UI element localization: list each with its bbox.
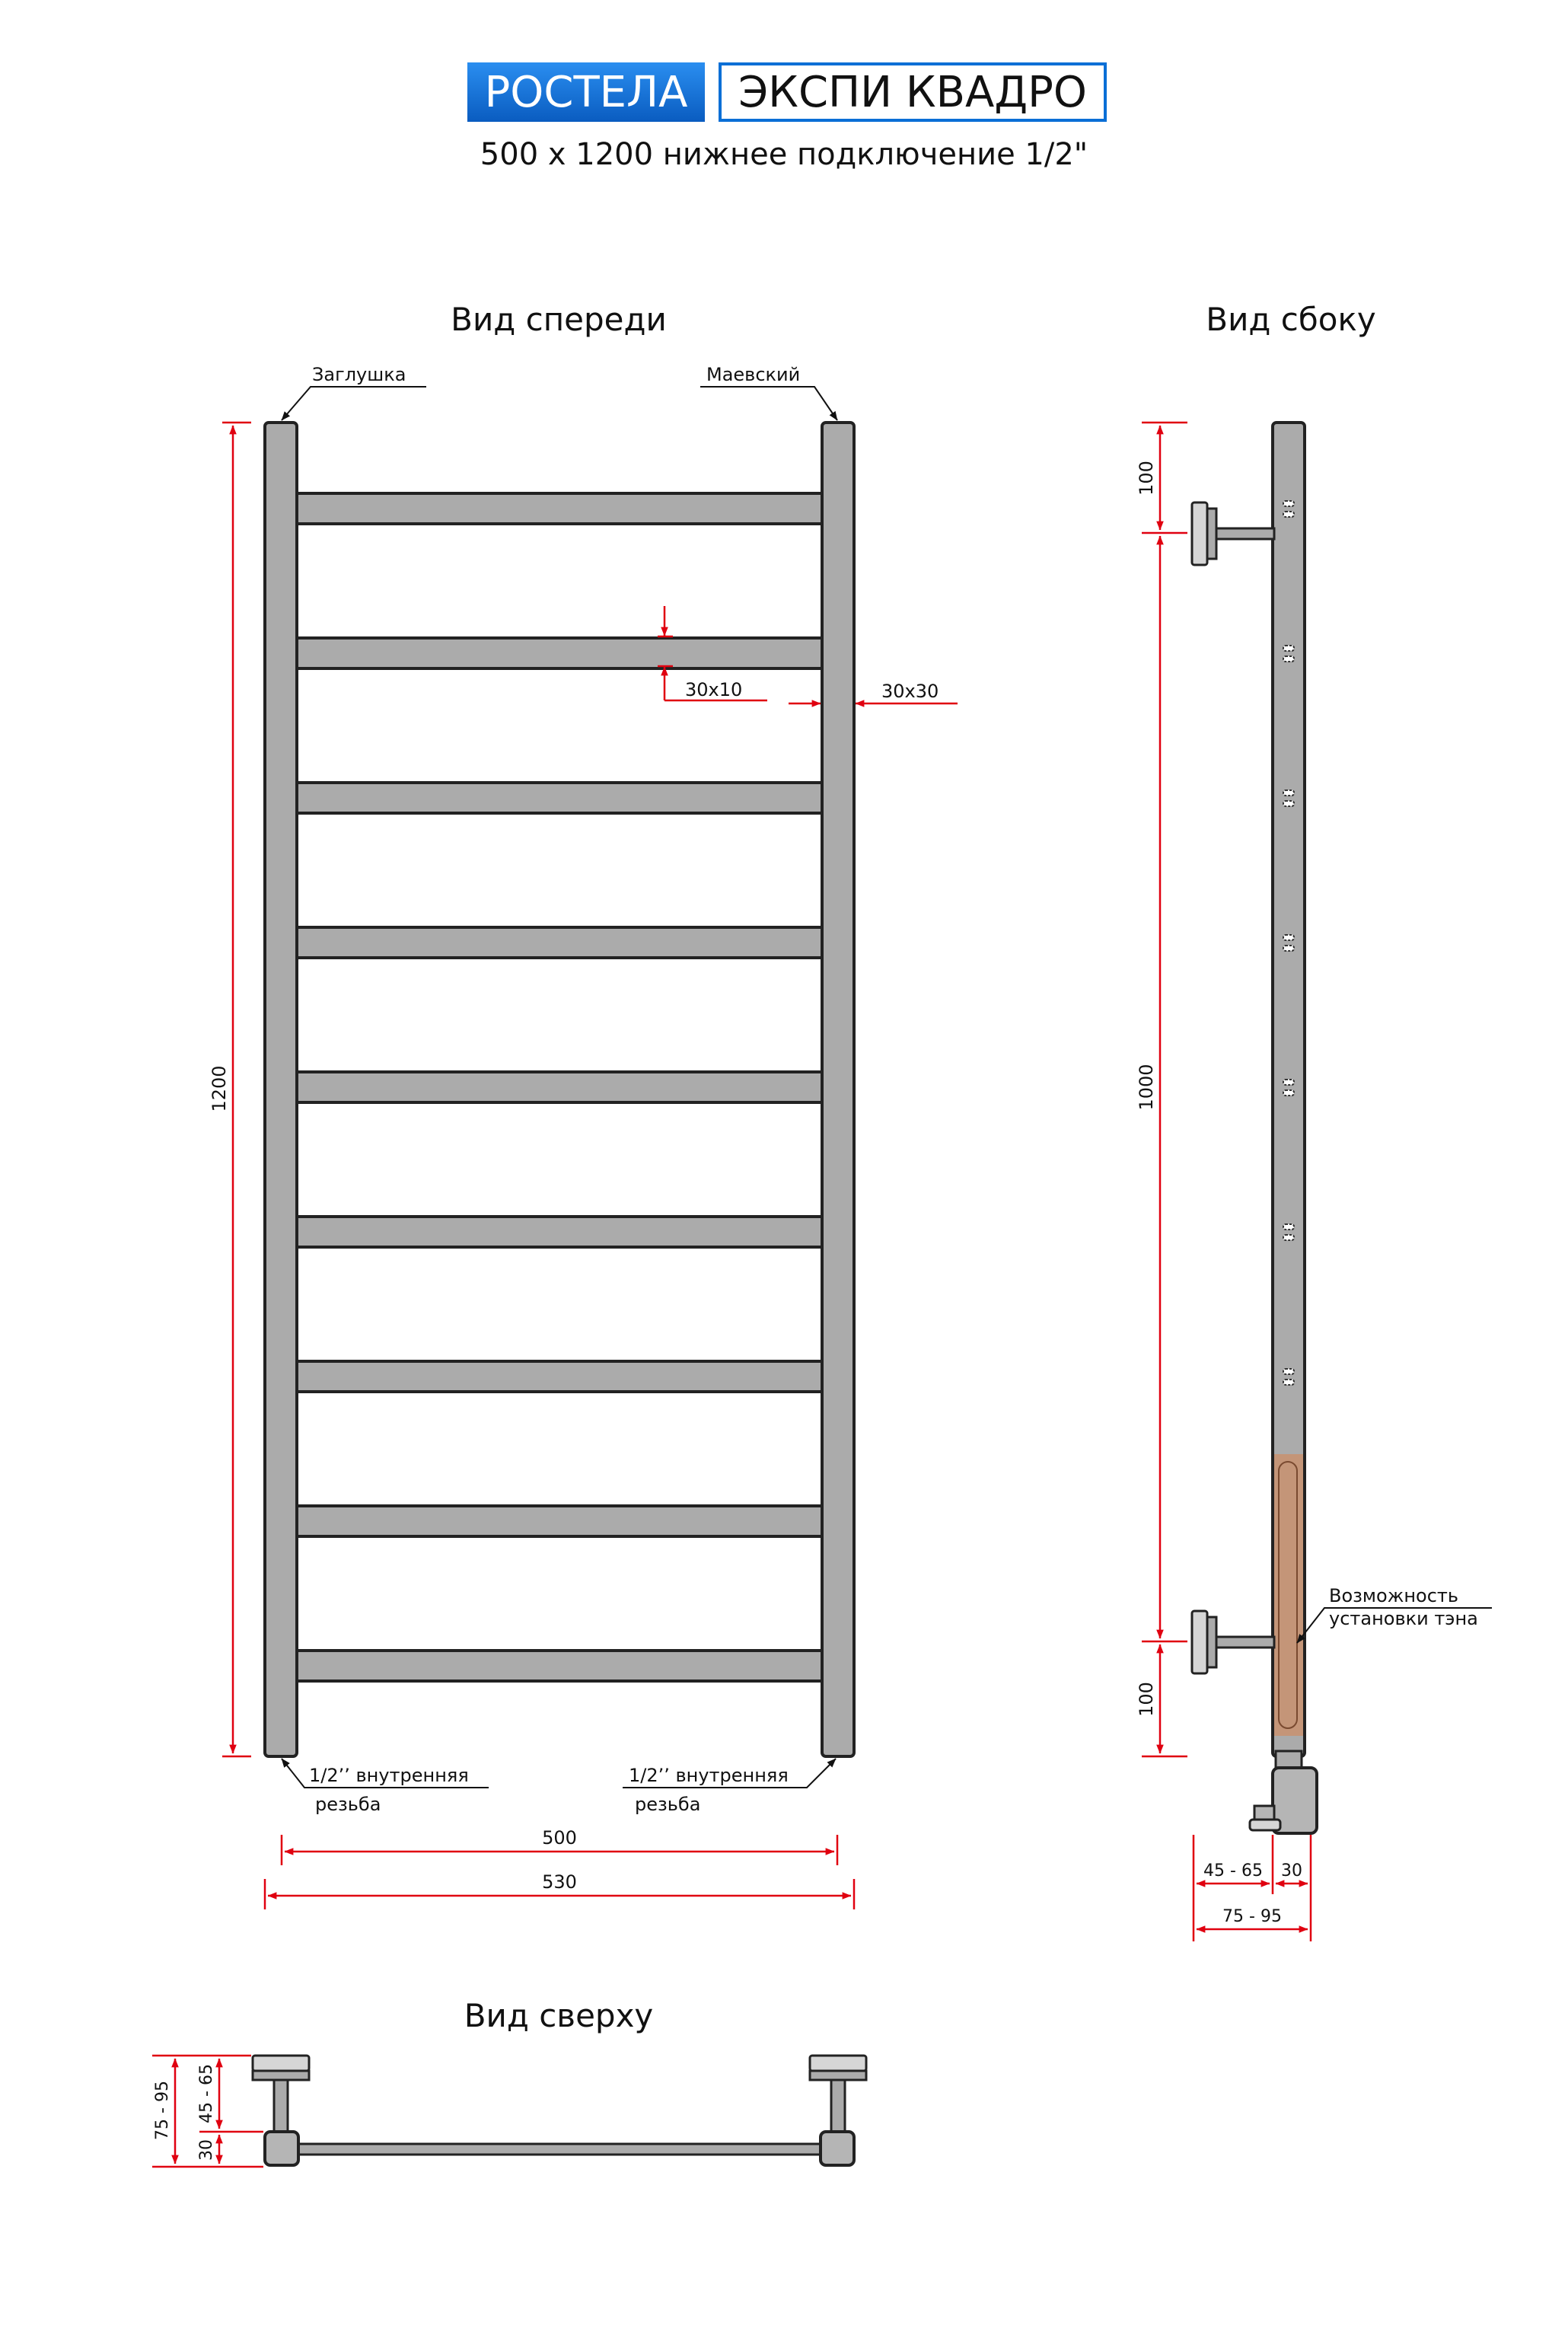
dim-total-depth: 75 - 95 <box>1222 1907 1282 1926</box>
bottom-wall-bracket <box>1192 1611 1274 1673</box>
left-post <box>265 423 297 1756</box>
horizontal-bar <box>295 783 824 813</box>
horizontal-bar <box>295 927 824 958</box>
dim-depth-range: 45 - 65 <box>1203 1861 1263 1880</box>
bottom-connector <box>1250 1751 1317 1833</box>
dim-top-total: 75 - 95 <box>153 2081 172 2140</box>
side-view <box>1136 301 1492 1941</box>
front-bars <box>295 493 824 1681</box>
horizontal-bar <box>295 1217 824 1247</box>
label-mayevsky: Маевский <box>706 364 801 385</box>
dim-height-1200: 1200 <box>209 1065 230 1112</box>
horizontal-bar <box>295 493 824 524</box>
horizontal-bar <box>295 1651 824 1681</box>
label-plug: Заглушка <box>312 364 406 385</box>
top-wall-bracket <box>1192 502 1274 565</box>
label-left-thread-2: резьба <box>315 1794 381 1815</box>
horizontal-bar <box>295 1506 824 1536</box>
heater-label-2: установки тэна <box>1329 1608 1478 1629</box>
horizontal-bar <box>295 1361 824 1392</box>
right-post <box>822 423 854 1756</box>
dim-side-top: 100 <box>1136 461 1157 496</box>
leader-mayevsky <box>700 387 837 420</box>
dim-top-bracket: 45 - 65 <box>197 2064 216 2123</box>
label-right-thread-1: 1/2’’ внутренняя <box>629 1765 789 1786</box>
top-view-bar <box>298 2144 824 2155</box>
label-left-thread-1: 1/2’’ внутренняя <box>309 1765 469 1786</box>
label-right-thread-2: резьба <box>635 1794 701 1815</box>
label-bar-section: 30x10 <box>685 679 743 700</box>
dim-width-500: 500 <box>542 1827 577 1849</box>
model-name: ЭКСПИ КВАДРО <box>738 68 1087 117</box>
front-view-title: Вид спереди <box>451 301 667 338</box>
front-view <box>209 301 958 1909</box>
brand-name: РОСТЕЛА <box>484 68 688 117</box>
dim-width-530: 530 <box>542 1871 577 1893</box>
dim-top-post: 30 <box>197 2139 216 2161</box>
dim-side-middle: 1000 <box>1136 1064 1157 1111</box>
subtitle: 500 x 1200 нижнее подключение 1/2" <box>480 137 1088 172</box>
top-view-title: Вид сверху <box>464 1997 654 2034</box>
horizontal-bar <box>295 638 824 668</box>
leader-plug <box>282 387 426 420</box>
label-post-section: 30x30 <box>881 681 939 702</box>
dim-side-bottom: 100 <box>1136 1682 1157 1717</box>
heater-label-1: Возможность <box>1329 1585 1459 1606</box>
top-view <box>152 1997 866 2167</box>
header <box>467 62 1105 172</box>
dim-depth-post: 30 <box>1281 1861 1302 1880</box>
horizontal-bar <box>295 1072 824 1102</box>
side-view-title: Вид сбоку <box>1206 301 1376 338</box>
